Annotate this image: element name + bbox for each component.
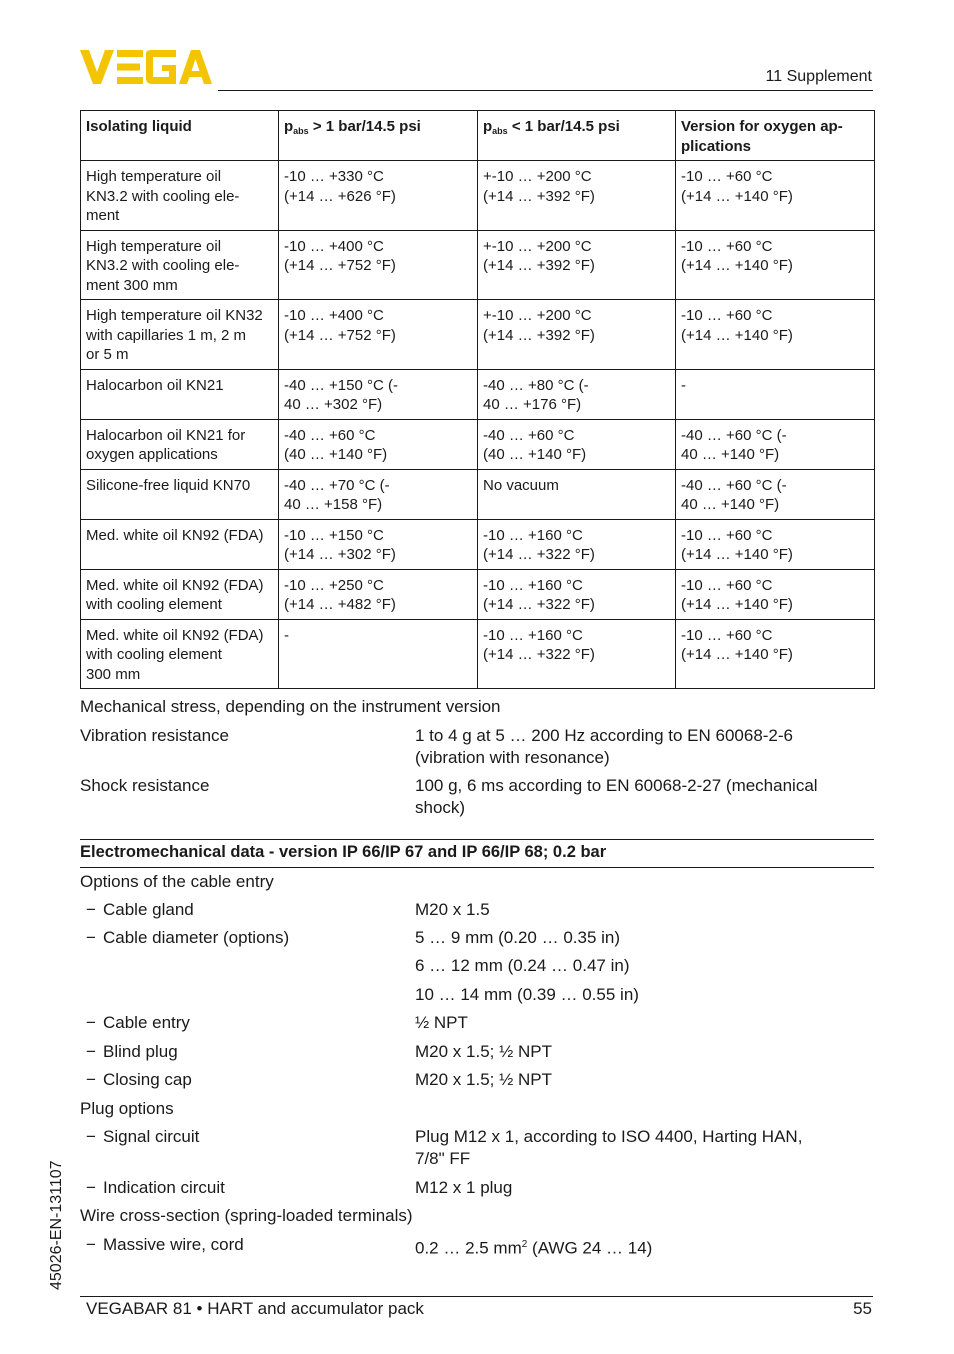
vega-logo [80, 50, 212, 84]
header-pabs-above: $p_{abs} > 1$ bar/14.5 psi [279, 111, 478, 161]
table-row [81, 300, 875, 370]
pabs-below-cell: No vacuum [478, 469, 676, 519]
oxygen-version-cell: -10 … +60 °C (+14 … +140 °F) [676, 230, 875, 300]
blind-plug-label: Blind plug [103, 1042, 178, 1061]
signal-circuit-value: Plug M12 x 1, according to ISO 4400, Harting HAN, 7/8" FF [415, 1127, 803, 1168]
pabs-below-cell: -40 … +60 °C (40 … +140 °F) [478, 419, 676, 469]
table-row [81, 519, 875, 569]
closing-cap-value: M20 x 1.5; ½ NPT [415, 1070, 552, 1089]
pabs-above-cell: -40 … +150 °C (- 40 … +302 °F) [279, 369, 478, 419]
pabs-above-cell: -40 … +70 °C (- 40 … +158 °F) [279, 469, 478, 519]
oxygen-version-cell: -10 … +60 °C (+14 … +140 °F) [676, 161, 875, 231]
shock-label: Shock resistance [80, 776, 210, 795]
header-pabs-below: $p_{abs} < 1$ bar/14.5 psi [478, 111, 676, 161]
oxygen-version-cell: -10 … +60 °C (+14 … +140 °F) [676, 300, 875, 370]
oxygen-version-cell: -40 … +60 °C (- 40 … +140 °F) [676, 419, 875, 469]
section-rule-bottom [80, 867, 874, 868]
table-row [81, 161, 875, 231]
table-row [81, 569, 875, 619]
pabs-below-cell: +-10 … +200 °C (+14 … +392 °F) [478, 230, 676, 300]
pabs-above-cell: -10 … +400 °C (+14 … +752 °F) [279, 300, 478, 370]
blind-plug-value: M20 x 1.5; ½ NPT [415, 1042, 552, 1061]
section-label: 11 Supplement [765, 68, 872, 85]
oxygen-version-cell: -10 … +60 °C (+14 … +140 °F) [676, 519, 875, 569]
pabs-above-cell: -10 … +330 °C (+14 … +626 °F) [279, 161, 478, 231]
cable-diameter-label: Cable diameter (options) [103, 928, 290, 947]
oxygen-version-cell: -10 … +60 °C (+14 … +140 °F) [676, 619, 875, 689]
page-number: 55 [853, 1299, 872, 1318]
isolating-liquid-table [80, 110, 875, 689]
header-divider [218, 90, 873, 91]
header-oxygen-version: Version for oxygen ap- plications [676, 111, 875, 161]
pabs-above-cell: -10 … +250 °C (+14 … +482 °F) [279, 569, 478, 619]
isolating-liquid-cell: Silicone-free liquid KN70 [81, 469, 279, 519]
footer-product: VEGABAR 81 • HART and accumulator pack [86, 1299, 424, 1318]
section-rule-top [80, 839, 874, 840]
pabs-above-cell: - [279, 619, 478, 689]
cable-entry-value: ½ NPT [415, 1013, 468, 1032]
pabs-below-cell: -10 … +160 °C (+14 … +322 °F) [478, 619, 676, 689]
isolating-liquid-cell: High temperature oil KN3.2 with cooling ele- ment [81, 161, 279, 231]
table-row [81, 230, 875, 300]
table-row [81, 369, 875, 419]
pabs-below-cell: -10 … +160 °C (+14 … +322 °F) [478, 569, 676, 619]
isolating-liquid-cell: Halocarbon oil KN21 [81, 369, 279, 419]
cable-diameter-value-1: 5 … 9 mm (0.20 … 0.35 in) [415, 928, 621, 947]
pabs-below-cell: +-10 … +200 °C (+14 … +392 °F) [478, 161, 676, 231]
cable-diameter-value-2: 6 … 12 mm (0.24 … 0.47 in) [415, 956, 630, 975]
cable-gland-value: M20 x 1.5 [415, 900, 490, 919]
plug-options-label: Plug options [80, 1099, 174, 1118]
indication-circuit-label: Indication circuit [103, 1178, 225, 1197]
vibration-value: 1 to 4 g at 5 … 200 Hz according to EN 60068-2-6 (vibration with resonance) [415, 726, 794, 767]
isolating-liquid-cell: Halocarbon oil KN21 for oxygen applications [81, 419, 279, 469]
massive-wire-label: Massive wire, cord [103, 1235, 244, 1254]
document-code: 45026-EN-131107 [48, 1160, 65, 1290]
pabs-above-cell: -40 … +60 °C (40 … +140 °F) [279, 419, 478, 469]
isolating-liquid-cell: Med. white oil KN92 (FDA) with cooling element 300 mm [81, 619, 279, 689]
mechanical-intro: Mechanical stress, depending on the instrument version [80, 697, 501, 716]
vibration-label: Vibration resistance [80, 726, 229, 745]
indication-circuit-value: M12 x 1 plug [415, 1178, 513, 1197]
massive-wire-value: 0.2 … 2.5 $mm^2$ (AWG 24 … 14) [415, 1238, 653, 1258]
wire-cross-section-label: Wire cross-section (spring-loaded terminals) [80, 1206, 413, 1225]
pabs-below-cell: -40 … +80 °C (- 40 … +176 °F) [478, 369, 676, 419]
oxygen-version-cell: -40 … +60 °C (- 40 … +140 °F) [676, 469, 875, 519]
table-row [81, 419, 875, 469]
isolating-liquid-cell: High temperature oil KN3.2 with cooling ele- ment 300 mm [81, 230, 279, 300]
cable-entry-label: Cable entry [103, 1013, 190, 1032]
pabs-above-cell: -10 … +150 °C (+14 … +302 °F) [279, 519, 478, 569]
isolating-liquid-cell: Med. white oil KN92 (FDA) [81, 519, 279, 569]
isolating-liquid-cell: Med. white oil KN92 (FDA) with cooling element [81, 569, 279, 619]
header-isolating-liquid: Isolating liquid [81, 111, 279, 161]
table-row [81, 619, 875, 689]
oxygen-version-cell: - [676, 369, 875, 419]
pabs-below-cell: +-10 … +200 °C (+14 … +392 °F) [478, 300, 676, 370]
cable-gland-label: Cable gland [103, 900, 194, 919]
electromech-title: Electromechanical data - version IP 66/IP 67 and IP 66/IP 68; 0.2 bar [80, 843, 607, 861]
table-header-row [81, 111, 875, 161]
table-row [81, 469, 875, 519]
closing-cap-label: Closing cap [103, 1070, 192, 1089]
oxygen-version-cell: -10 … +60 °C (+14 … +140 °F) [676, 569, 875, 619]
isolating-liquid-cell: High temperature oil KN32 with capillaries 1 m, 2 m or 5 m [81, 300, 279, 370]
footer-divider [80, 1296, 873, 1297]
cable-diameter-value-3: 10 … 14 mm (0.39 … 0.55 in) [415, 985, 639, 1004]
pabs-below-cell: -10 … +160 °C (+14 … +322 °F) [478, 519, 676, 569]
cable-options-label: Options of the cable entry [80, 872, 274, 891]
shock-value: 100 g, 6 ms according to EN 60068-2-27 (mechanical shock) [415, 776, 818, 817]
signal-circuit-label: Signal circuit [103, 1127, 200, 1146]
pabs-above-cell: -10 … +400 °C (+14 … +752 °F) [279, 230, 478, 300]
